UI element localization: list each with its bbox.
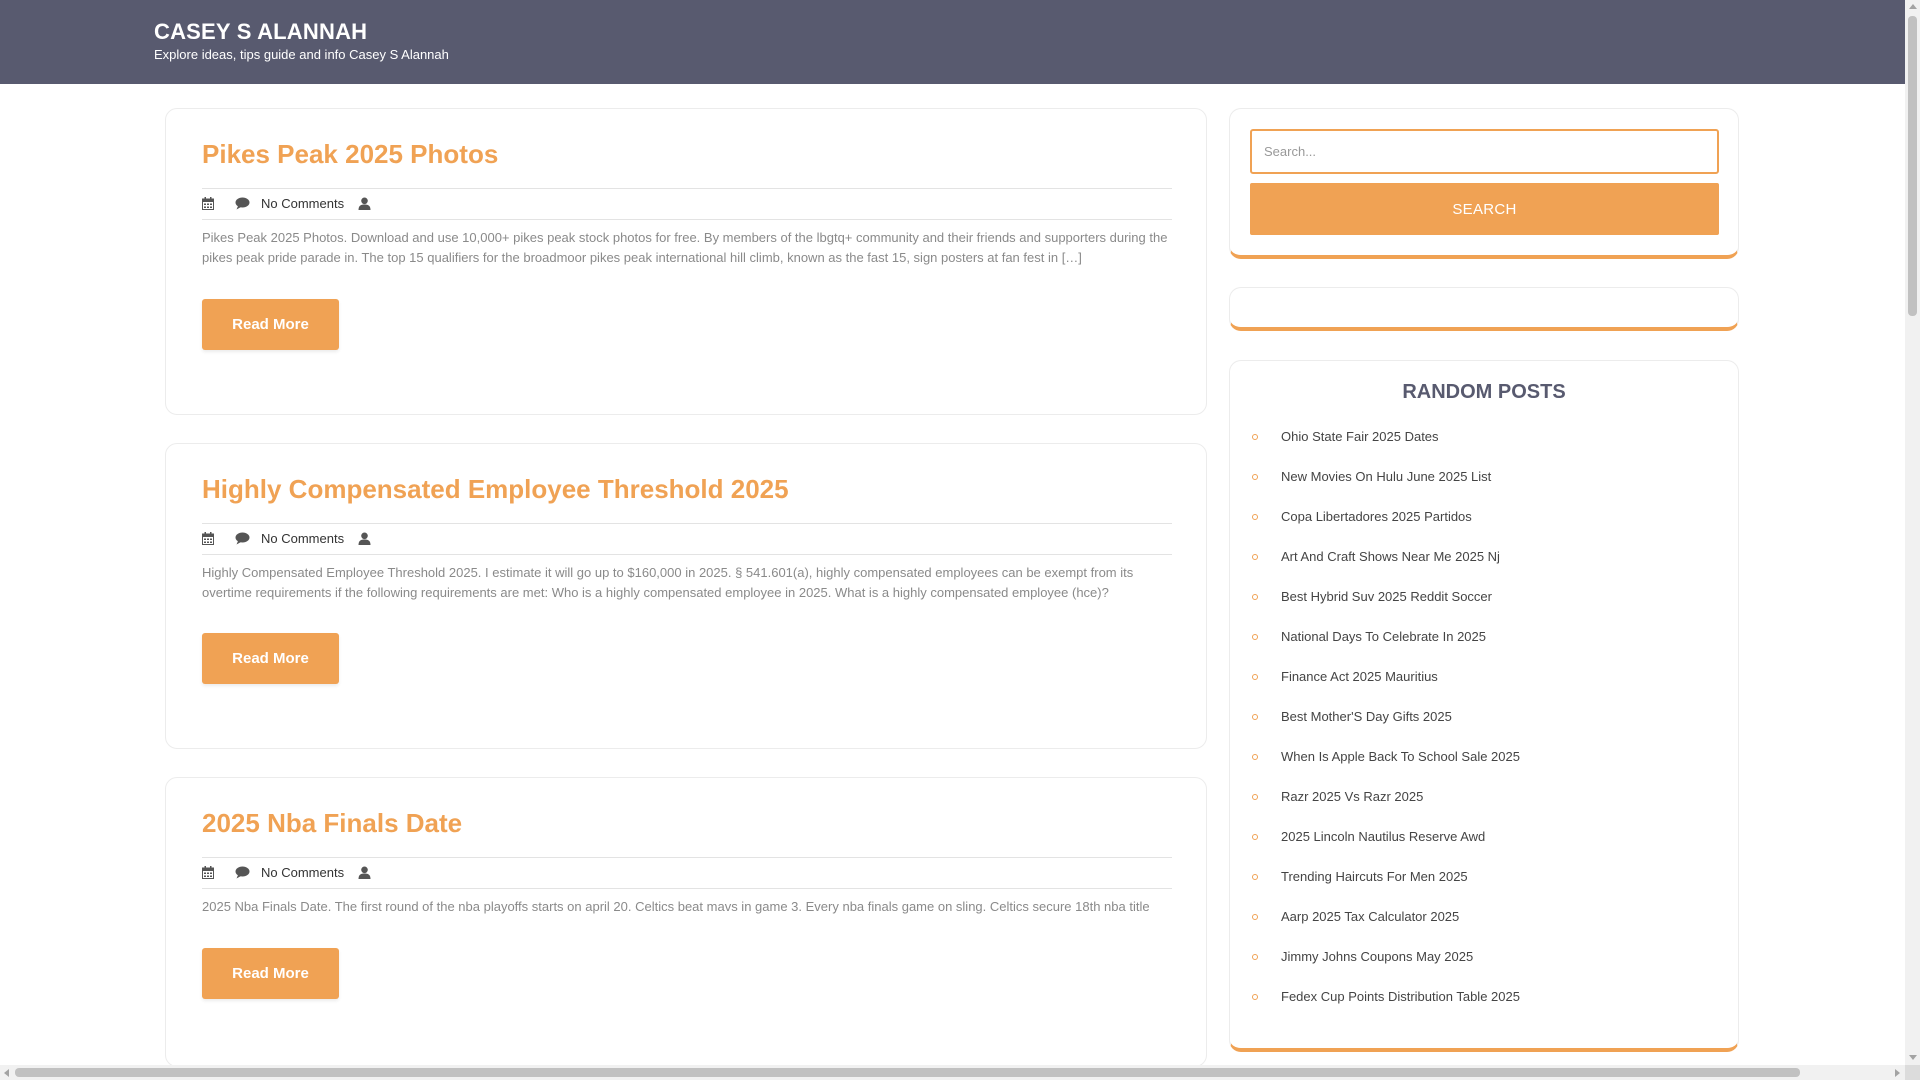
- list-item: [1250, 937, 1720, 977]
- search-button[interactable]: SEARCH: [1250, 183, 1719, 235]
- scroll-up-icon[interactable]: [1909, 4, 1917, 9]
- list-item: [1250, 977, 1720, 1017]
- comments-link[interactable]: No Comments: [261, 196, 345, 211]
- vertical-scrollbar[interactable]: [1905, 0, 1920, 1065]
- list-item: [1250, 777, 1720, 817]
- random-post-link[interactable]: New Movies On Hulu June 2025 List: [1281, 469, 1492, 484]
- list-item: [1250, 537, 1720, 577]
- site-tagline: Explore ideas, tips guide and info Casey S Alannah: [154, 47, 449, 62]
- comments-link[interactable]: No Comments: [261, 531, 345, 546]
- scroll-right-icon[interactable]: [1895, 1069, 1900, 1077]
- circle-bullet-icon: [1252, 474, 1258, 480]
- list-item: [1250, 857, 1720, 897]
- comment-icon: [235, 866, 250, 879]
- random-post-link[interactable]: Ohio State Fair 2025 Dates: [1281, 429, 1439, 444]
- post-title[interactable]: Highly Compensated Employee Threshold 2025: [202, 474, 789, 504]
- random-post-link[interactable]: Best Hybrid Suv 2025 Reddit Soccer: [1281, 589, 1492, 604]
- site-title[interactable]: CASEY S ALANNAH: [154, 19, 368, 44]
- search-input[interactable]: [1250, 129, 1719, 174]
- post-meta: [202, 523, 1172, 555]
- circle-bullet-icon: [1252, 594, 1258, 600]
- read-more-button[interactable]: Read More: [202, 948, 339, 999]
- circle-bullet-icon: [1252, 834, 1258, 840]
- post-meta: [202, 857, 1172, 889]
- calendar-icon: [202, 866, 214, 879]
- comment-icon: [235, 197, 250, 210]
- site-header: [0, 0, 1905, 84]
- random-post-link[interactable]: Razr 2025 Vs Razr 2025: [1281, 789, 1424, 804]
- scroll-down-icon[interactable]: [1909, 1055, 1917, 1060]
- calendar-icon: [202, 197, 214, 210]
- random-post-link[interactable]: Jimmy Johns Coupons May 2025: [1281, 949, 1474, 964]
- random-post-link[interactable]: Fedex Cup Points Distribution Table 2025: [1281, 989, 1520, 1004]
- widget-title: RANDOM POSTS: [1402, 381, 1566, 403]
- random-posts-list: [1250, 417, 1720, 1017]
- post-excerpt: 2025 Nba Finals Date. The first round of the nba playoffs starts on april 20. Celtics beat mavs in game 3. Every nba finals game on sling. Celtics secure 18th nba title: [202, 899, 1150, 914]
- read-more-button[interactable]: Read More: [202, 299, 339, 350]
- vertical-scroll-thumb[interactable]: [1908, 16, 1917, 316]
- post-title[interactable]: Pikes Peak 2025 Photos: [202, 139, 499, 169]
- random-post-link[interactable]: Trending Haircuts For Men 2025: [1281, 869, 1468, 884]
- post-excerpt: Pikes Peak 2025 Photos. Download and use 10,000+ pikes peak stock photos for free. By members of the lbgtq+ community and their friends and supporters during the pikes peak pride parade in. The top 15 qualifiers for the broadmoor pikes peak international hill climb, known as the fast 15, sign posters at fan fest in […]: [202, 230, 1168, 265]
- random-post-link[interactable]: Aarp 2025 Tax Calculator 2025: [1281, 909, 1460, 924]
- random-post-link[interactable]: Finance Act 2025 Mauritius: [1281, 669, 1438, 684]
- circle-bullet-icon: [1252, 754, 1258, 760]
- horizontal-scrollbar[interactable]: [0, 1065, 1905, 1080]
- circle-bullet-icon: [1252, 994, 1258, 1000]
- horizontal-scroll-thumb[interactable]: [15, 1068, 1800, 1077]
- random-post-link[interactable]: 2025 Lincoln Nautilus Reserve Awd: [1281, 829, 1486, 844]
- circle-bullet-icon: [1252, 794, 1258, 800]
- list-item: [1250, 457, 1720, 497]
- list-item: [1250, 577, 1720, 617]
- list-item: [1250, 657, 1720, 697]
- user-icon: [358, 532, 371, 545]
- comment-icon: [235, 532, 250, 545]
- list-item: [1250, 697, 1720, 737]
- circle-bullet-icon: [1252, 554, 1258, 560]
- calendar-icon: [202, 532, 214, 545]
- list-item: [1250, 617, 1720, 657]
- circle-bullet-icon: [1252, 514, 1258, 520]
- random-post-link[interactable]: Best Mother'S Day Gifts 2025: [1281, 709, 1452, 724]
- list-item: [1250, 497, 1720, 537]
- circle-bullet-icon: [1252, 634, 1258, 640]
- post-title[interactable]: 2025 Nba Finals Date: [202, 808, 463, 838]
- random-post-link[interactable]: Copa Libertadores 2025 Partidos: [1281, 509, 1472, 524]
- circle-bullet-icon: [1252, 874, 1258, 880]
- random-post-link[interactable]: Art And Craft Shows Near Me 2025 Nj: [1281, 549, 1500, 564]
- scrollbar-corner: [1905, 1065, 1920, 1080]
- list-item: [1250, 817, 1720, 857]
- post-excerpt: Highly Compensated Employee Threshold 2025. I estimate it will go up to $160,000 in 2025. § 541.601(a), highly compensated employees can be exempt from its overtime requirements if the following requirements are met: Who is a highly compensated employee in 2025. What is a highly compensated employee (hce)?: [202, 565, 1134, 600]
- circle-bullet-icon: [1252, 714, 1258, 720]
- circle-bullet-icon: [1252, 434, 1258, 440]
- read-more-button[interactable]: Read More: [202, 633, 339, 684]
- post-meta: [202, 188, 1172, 220]
- random-post-link[interactable]: National Days To Celebrate In 2025: [1281, 629, 1486, 644]
- scroll-left-icon[interactable]: [4, 1069, 9, 1077]
- user-icon: [358, 197, 371, 210]
- circle-bullet-icon: [1252, 674, 1258, 680]
- list-item: [1250, 737, 1720, 777]
- search-widget: [1229, 108, 1739, 259]
- post-card: [165, 108, 1207, 415]
- random-post-link[interactable]: When Is Apple Back To School Sale 2025: [1281, 749, 1520, 764]
- circle-bullet-icon: [1252, 954, 1258, 960]
- comments-link[interactable]: No Comments: [261, 865, 345, 880]
- post-card: [165, 443, 1207, 749]
- circle-bullet-icon: [1252, 914, 1258, 920]
- post-card: [165, 777, 1207, 1067]
- list-item: [1250, 417, 1720, 457]
- random-posts-widget: [1229, 360, 1739, 1052]
- user-icon: [358, 866, 371, 879]
- empty-widget: [1229, 287, 1739, 331]
- list-item: [1250, 897, 1720, 937]
